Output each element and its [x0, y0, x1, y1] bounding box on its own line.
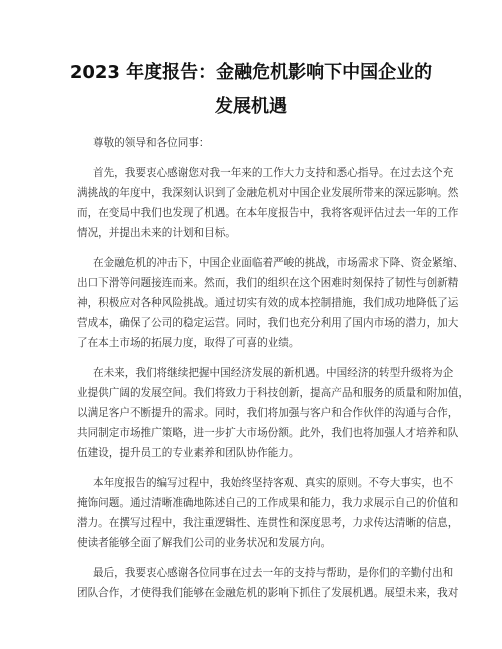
paragraph-line: 伍建设，提升员工的专业素养和团队协作能力。 — [77, 447, 300, 459]
paragraph-line: 满挑战的年度中，我深刻认识到了金融危机对中国企业发展所带来的深远影响。然 — [77, 187, 459, 199]
paragraph-line: 本年度报告的编写过程中，我始终坚持客观、真实的原则。不夸大事实，也不 — [93, 477, 454, 489]
paragraph-line: 了在本土市场的拓展力度，取得了可喜的业绩。 — [77, 337, 300, 349]
paragraph-line: 潜力。在撰写过程中，我注重逻辑性、连贯性和深度思考，力求传达清晰的信息， — [77, 517, 459, 529]
salutation: 尊敬的领导和各位同事： — [93, 137, 210, 149]
paragraph-line: 掩饰问题。通过清晰准确地陈述自己的工作成果和能力，我力求展示自己的价值和 — [77, 497, 459, 509]
paragraph-line: 营成本，确保了公司的稳定运营。同时，我们也充分利用了国内市场的潜力，加大 — [77, 317, 459, 329]
document-title-line-1: 2023 年度报告：金融危机影响下中国企业的 — [69, 62, 433, 83]
paragraph-line: 在未来，我们将继续把握中国经济发展的新机遇。中国经济的转型升级将为企 — [93, 367, 454, 379]
document-title-line-2: 发展机遇 — [215, 96, 287, 117]
paragraph-line: 首先，我要衷心感谢您对我一年来的工作大力支持和悉心指导。在过去这个充 — [93, 167, 454, 179]
paragraph-line: 在金融危机的冲击下，中国企业面临着严峻的挑战，市场需求下降、资金紧缩、 — [93, 257, 464, 269]
paragraph-line: 以满足客户不断提升的需求。同时，我们将加强与客户和合作伙伴的沟通与合作， — [77, 407, 459, 419]
paragraph-line: 团队合作，才使得我们能够在金融危机的影响下抓住了发展机遇。展望未来，我对 — [77, 587, 459, 599]
paragraph-line: 神，积极应对各种风险挑战。通过切实有效的成本控制措施，我们成功地降低了运 — [77, 297, 459, 309]
paragraph-line: 最后，我要衷心感谢各位同事在过去一年的支持与帮助，是你们的辛勤付出和 — [93, 567, 454, 579]
paragraph-line: 出口下滑等问题接连而来。然而，我们的组织在这个困难时刻保持了韧性与创新精 — [77, 277, 459, 289]
paragraph-line: 使读者能够全面了解我们公司的业务状况和发展方向。 — [77, 537, 332, 549]
paragraph-line: 共同制定市场推广策略，进一步扩大市场份额。此外，我们也将加强人才培养和队 — [77, 427, 459, 439]
paragraph-line: 情况，并提出未来的计划和目标。 — [77, 227, 236, 239]
paragraph-line: 业提供广阔的发展空间。我们将致力于科技创新，提高产品和服务的质量和附加值， — [77, 387, 469, 399]
paragraph-line: 而，在变局中我们也发现了机遇。在本年度报告中，我将客观评估过去一年的工作 — [77, 207, 459, 219]
